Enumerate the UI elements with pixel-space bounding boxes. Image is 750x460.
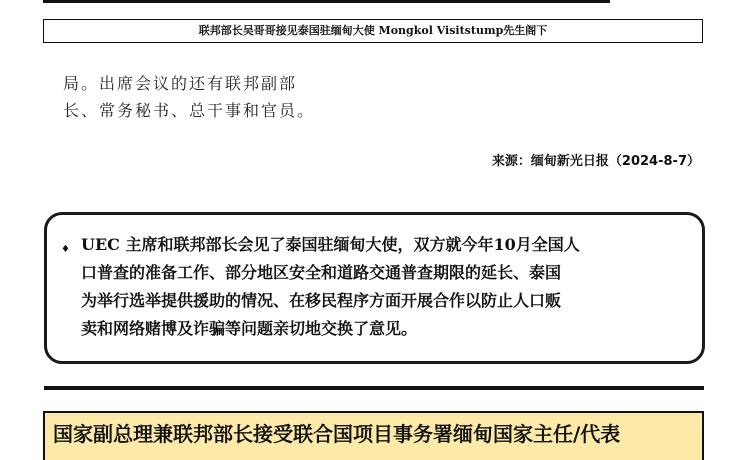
summary-line: UEC 主席和联邦部长会见了泰国驻缅甸大使，双方就今年10月全国人 — [81, 235, 580, 254]
summary-line: 口普查的准备工作、部分地区安全和道路交通普查期限的延长、泰国 — [81, 263, 562, 282]
section-divider — [44, 386, 704, 390]
summary-line: 为举行选举提供援助的情况、在移民程序方面开展合作以防止人口贩 — [81, 291, 562, 310]
section-headline: 国家副总理兼联邦部长接受联合国项目事务署缅甸国家主任/代表 — [43, 411, 704, 460]
paragraph-line: 长、常务秘书、总干事和官员。 — [63, 101, 316, 120]
paragraph-line: 局。出席会议的还有联邦副部 — [63, 74, 298, 93]
top-divider — [43, 0, 610, 3]
summary-box — [44, 212, 705, 364]
source-attribution: 来源：缅甸新光日报（2024-8-7） — [491, 154, 700, 169]
summary-text — [81, 231, 699, 343]
article-paragraph — [63, 70, 383, 124]
summary-line: 卖和网络赌博及诈骗等问题亲切地交换了意见。 — [81, 319, 418, 338]
diamond-bullet-icon: ♦ — [61, 244, 70, 255]
photo-caption: 联邦部长吴哥哥接见泰国驻缅甸大使 Mongkol Visitstump先生阁下 — [43, 19, 703, 43]
